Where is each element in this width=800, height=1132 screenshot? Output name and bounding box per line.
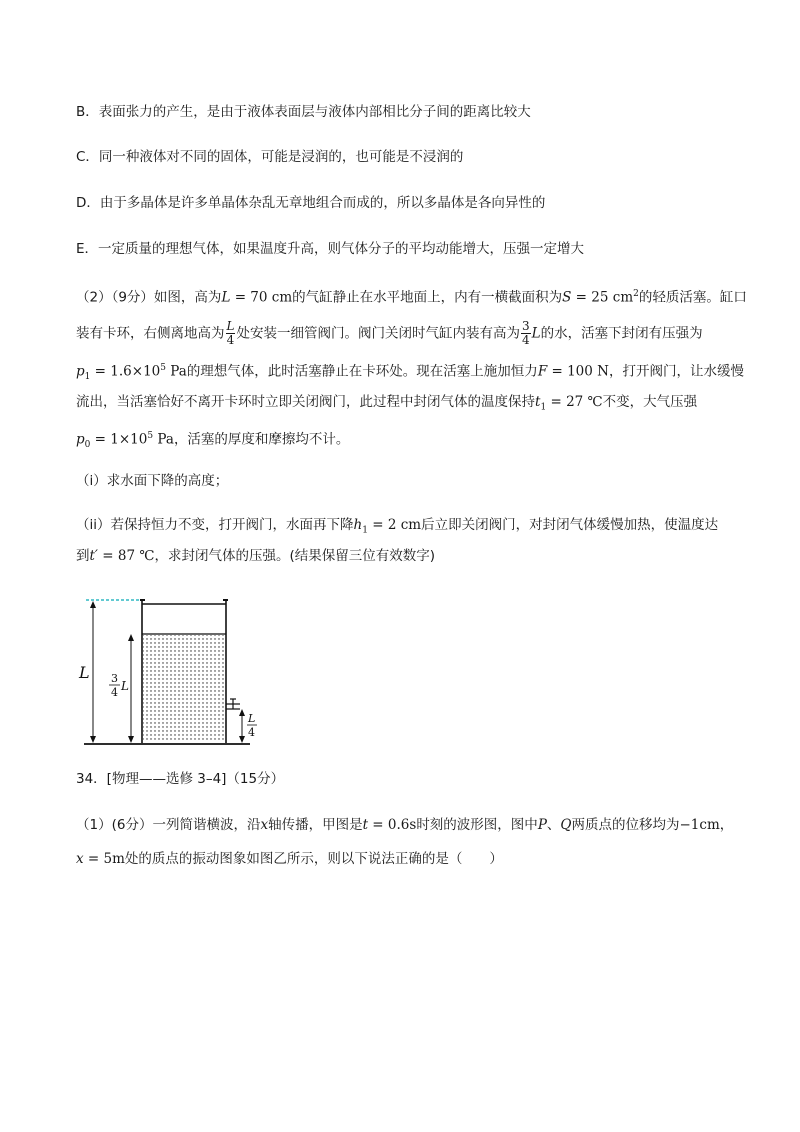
q2-line-5: $p_0 = 1\times 10^5$ Pa，活塞的厚度和摩擦均不计。	[76, 431, 350, 451]
q34-line-2: x = 5m处的质点的振动图象如图乙所示，则以下说法正确的是（ ）	[76, 851, 503, 867]
option-c: C．同一种液体对不同的固体，可能是浸润的，也可能是不浸润的	[76, 149, 464, 165]
q2-line-1: （2）（9分）如图，高为L = 70 cm的气缸静止在水平地面上，内有一横截面积为S = 25 $cm^2$的轻质活塞。缸口	[76, 289, 747, 306]
arrowhead-up-3-4L	[128, 634, 134, 641]
sub-question-ii-line-2: 到t′ = 87 ℃，求封闭气体的压强。(结果保留三位有效数字)	[76, 548, 436, 564]
label-L-4-den: 4	[248, 726, 255, 739]
fraction-3-over-4: $\frac{3}{4}$	[521, 319, 530, 347]
q2-line-2: 装有卡环，右侧离地高为 $\frac{L}{4}$ 处安装一细管阀门。阀门关闭时气缸内装有高为 $\frac{3}{4}$ L的水，活塞下封闭有压强为	[76, 319, 703, 347]
label-3-4L-L: L	[121, 679, 129, 693]
arrowhead-up-L-4	[239, 709, 245, 716]
arrowhead-down-3-4L	[128, 736, 134, 743]
label-3-4L-den: 4	[111, 686, 118, 699]
q2-line-3: $p_1 = 1.6\times 10^5$ Pa的理想气体，此时活塞静止在卡环处。现在活塞上施加恒力F = 100 N，打开阀门，让水缓慢	[76, 363, 744, 383]
cylinder-figure	[70, 590, 270, 755]
option-d: D．由于多晶体是许多单晶体杂乱无章地组合而成的，所以多晶体是各向异性的	[76, 195, 546, 211]
sub-question-i: （i）求水面下降的高度；	[76, 473, 229, 489]
q34-line-1: （1）(6分）一列简谐横波，沿x轴传播，甲图是t = 0.6s时刻的波形图，图中P、Q两质点的位移均为−1cm，	[76, 817, 734, 833]
q34-title: 34．[物理——选修 3–4]（15分）	[76, 771, 285, 787]
water	[143, 635, 225, 742]
sub-question-ii-line-1: （ii）若保持恒力不变，打开阀门，水面再下降$h_1 = 2$ cm后立即关闭阀门，对封闭气体缓慢加热，使温度达	[76, 517, 719, 536]
label-L-4-num: L	[248, 712, 256, 725]
label-L: L	[79, 663, 90, 682]
label-3-4L-num: 3	[111, 672, 118, 685]
arrowhead-up-L	[90, 601, 96, 608]
arrowhead-down-L-4	[239, 736, 245, 743]
option-b: B．表面张力的产生，是由于液体表面层与液体内部相比分子间的距离比较大	[76, 104, 531, 120]
fraction-L-over-4: $\frac{L}{4}$	[226, 319, 235, 347]
option-e: E．一定质量的理想气体，如果温度升高，则气体分子的平均动能增大，压强一定增大	[76, 241, 585, 257]
arrowhead-down-L	[90, 736, 96, 743]
q2-line-4: 流出，当活塞恰好不离开卡环时立即关闭阀门，此过程中封闭气体的温度保持$t_1 = 27$ ℃不变，大气压强	[76, 394, 698, 413]
